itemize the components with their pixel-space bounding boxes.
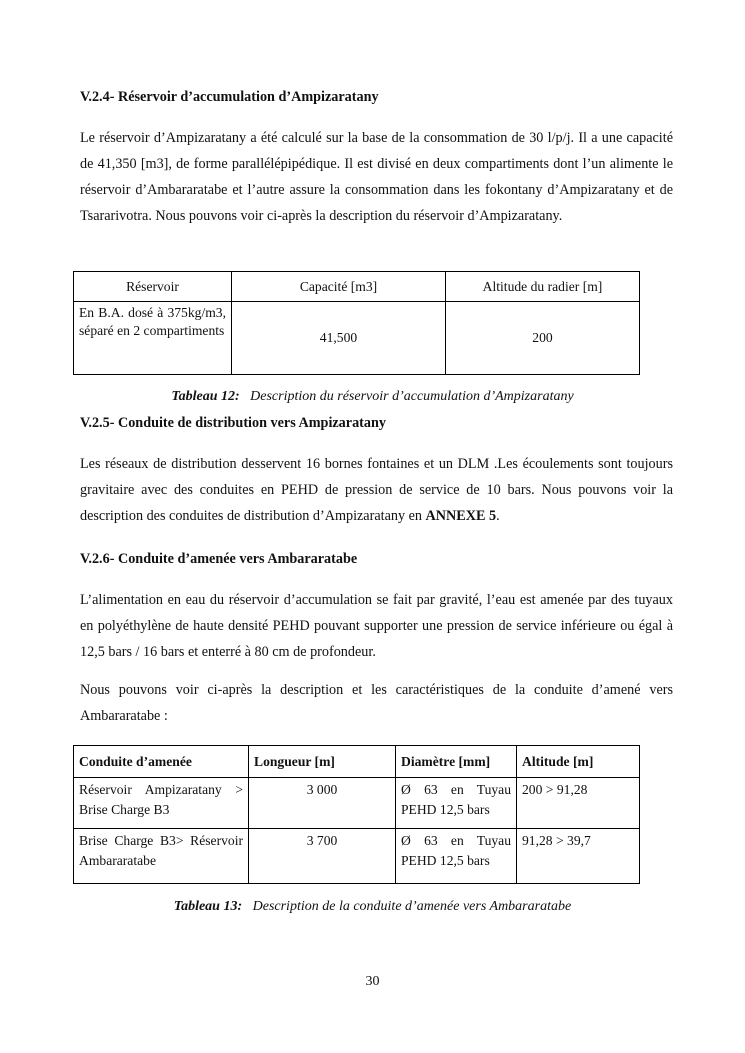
table-caption-13 xyxy=(0,899,745,915)
table-row xyxy=(74,778,640,829)
table-header-cell: Altitude du radier [m] xyxy=(446,272,640,302)
table-cell: 41,500 xyxy=(232,302,446,375)
table-cell: 3 000 xyxy=(249,778,396,829)
table-header-cell: Capacité [m3] xyxy=(232,272,446,302)
table-header-cell: Altitude [m] xyxy=(517,746,640,778)
section-heading-v2-4: V.2.4- Réservoir d’accumulation d’Ampizaratany xyxy=(80,89,379,105)
table-caption-12 xyxy=(0,389,745,405)
paragraph-alimentation: L’alimentation en eau du réservoir d’accumulation se fait par gravité, l’eau est amenée par des tuyaux en polyéthylène de haute densité PEHD pouvant supporter une pression de service inférieure ou égal à 12,5 bars / 16 bars et enterré à 80 cm de profondeur. xyxy=(80,592,673,660)
table-cell: 200 xyxy=(446,302,640,375)
table-header-cell: Conduite d’amenée xyxy=(74,746,249,778)
table-cell: 200 > 91,28 xyxy=(517,778,640,829)
table-cell: Ø 63 en Tuyau PEHD 12,5 bars xyxy=(396,778,517,829)
table-cell: Ø 63 en Tuyau PEHD 12,5 bars xyxy=(396,829,517,884)
caption-text: Description de la conduite d’amenée vers Ambararatabe xyxy=(252,899,572,914)
paragraph-description: Nous pouvons voir ci-après la description et les caractéristiques de la conduite d’amené vers Ambararatabe : xyxy=(80,682,673,724)
table-cell: 3 700 xyxy=(249,829,396,884)
table-header-cell: Longueur [m] xyxy=(249,746,396,778)
table-reservoir xyxy=(73,271,640,375)
paragraph-text: Les réseaux de distribution desservent 16 bornes fontaines et un DLM .Les écoulements sont toujours gravitaire avec des conduites en PEHD de pression de service de 10 bars. Nous pouvons voir la description des conduites de distribution d’Ampizaratany en xyxy=(80,456,673,524)
caption-text: Description du réservoir d’accumulation d’Ampizaratany xyxy=(250,389,574,404)
table-cell: Brise Charge B3> Réservoir Ambararatabe xyxy=(74,829,249,884)
table-row xyxy=(74,302,640,375)
annex-reference: ANNEXE 5 xyxy=(425,508,497,524)
table-cell: En B.A. dosé à 375kg/m3, séparé en 2 compartiments xyxy=(74,302,232,375)
table-cell: 91,28 > 39,7 xyxy=(517,829,640,884)
table-header-cell: Diamètre [mm] xyxy=(396,746,517,778)
paragraph-distribution xyxy=(80,451,673,529)
section-heading-v2-6: V.2.6- Conduite d’amenée vers Ambararatabe xyxy=(80,551,358,567)
table-cell: Réservoir Ampizaratany > Brise Charge B3 xyxy=(74,778,249,829)
paragraph-reservoir: Le réservoir d’Ampizaratany a été calculé sur la base de la consommation de 30 l/p/j. Il a une capacité de 41,350 [m3], de forme parallélépipédique. Il est divisé en deux compartiments dont l’un alimente le réservoir d’Ambararatabe et l’autre assure la consommation dans les fokontany d’Ampizaratany et de Tsararivotra. Nous pouvons voir ci-après la description du réservoir d’Ampizaratany. xyxy=(80,130,673,224)
caption-label: Tableau 13: xyxy=(173,899,243,914)
table-header-cell: Réservoir xyxy=(74,272,232,302)
page-number: 30 xyxy=(365,974,380,989)
paragraph-text-end: . xyxy=(496,508,500,524)
section-heading-v2-5: V.2.5- Conduite de distribution vers Ampizaratany xyxy=(80,415,386,431)
caption-label: Tableau 12: xyxy=(171,389,240,404)
table-row xyxy=(74,829,640,884)
table-conduite xyxy=(73,745,640,884)
